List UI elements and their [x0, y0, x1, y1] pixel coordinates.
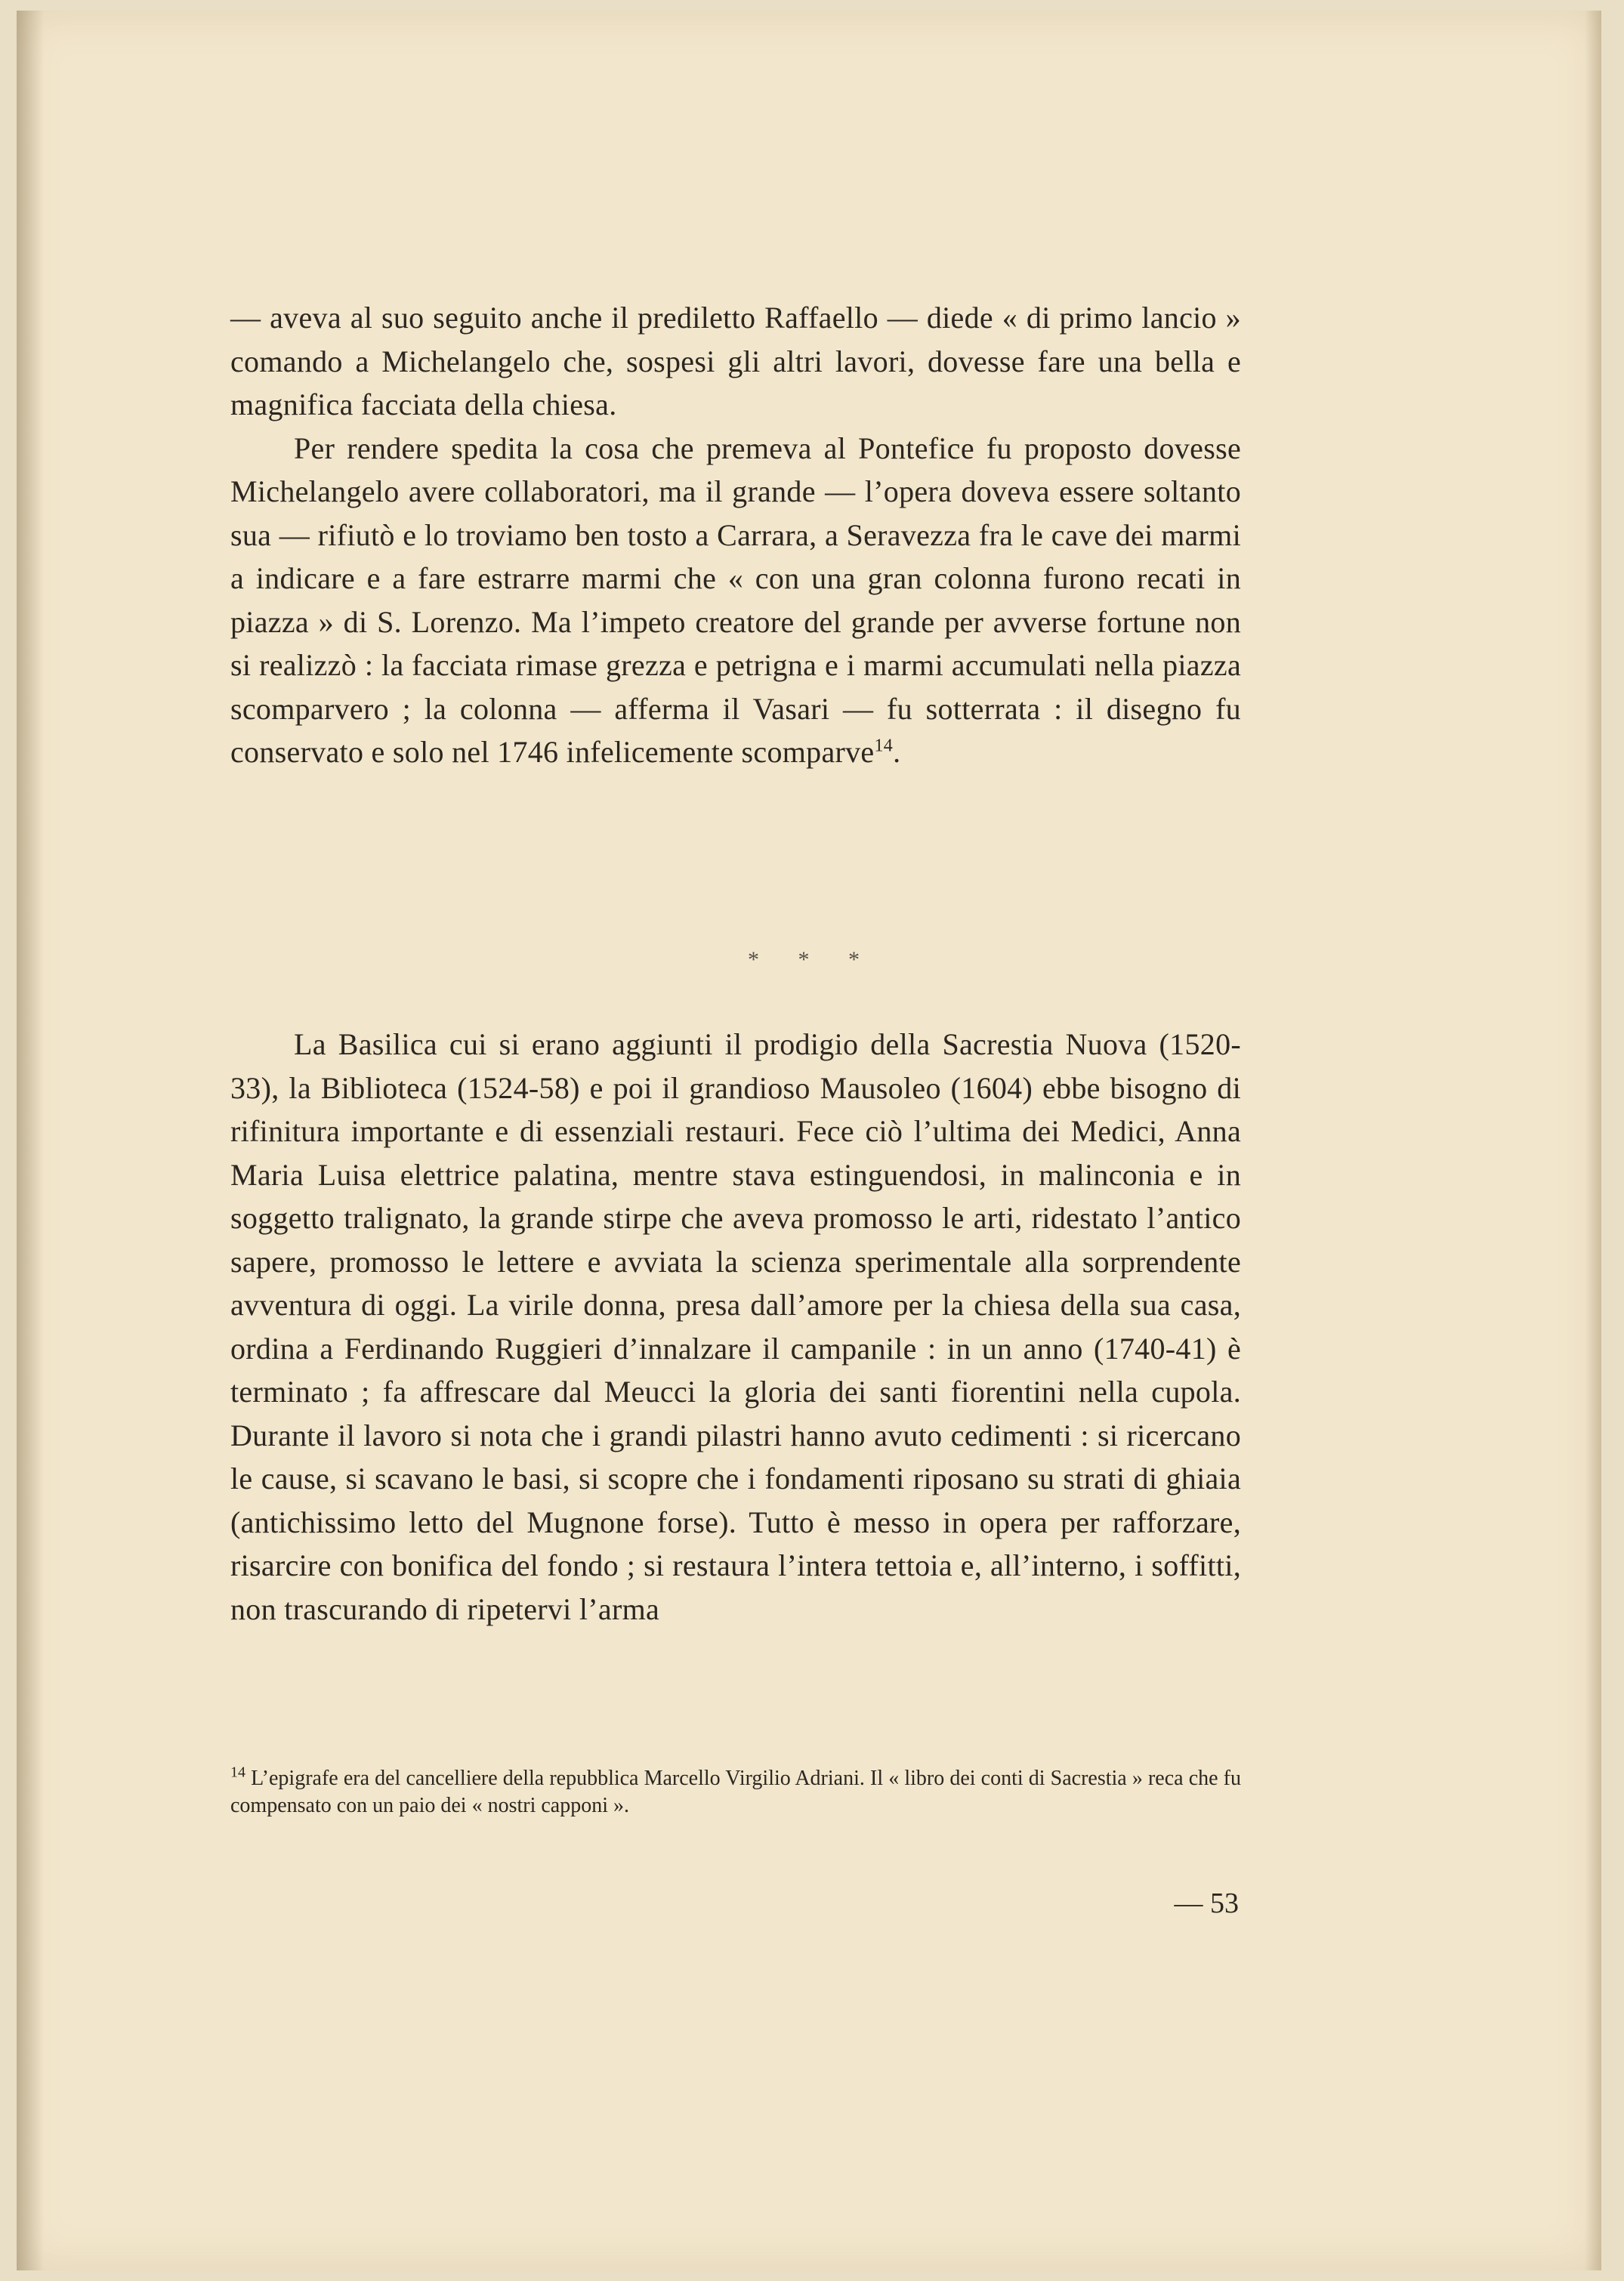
bottom-text-block: [230, 1023, 1241, 1631]
binding-shadow: [17, 11, 44, 2270]
footnote-number: 14: [230, 1764, 245, 1781]
paragraph-continuation: — aveva al suo seguito anche il prediletto Raffaello — diede « di primo lancio » comando a Michelangelo che, sospesi gli altri lavori, dovesse fare una bella e magnifica facciata della chiesa.: [230, 301, 1241, 421]
page-number: — 53: [1174, 1887, 1239, 1919]
section-break: * * *: [748, 947, 876, 972]
paragraph-basilica: La Basilica cui si erano aggiunti il prodigio della Sacrestia Nuova (1520-33), la Biblioteca (1524-58) e poi il grandioso Mausoleo (1604) ebbe bisogno di rifinitura importante e di essenziali restauri. Fece ciò l’ultima dei Medici, Anna Maria Luisa elettrice palatina, mentre stava estinguendosi, in malinconia e in soggetto tralignato, la grande stirpe che aveva promosso le arti, ridestato l’antico sapere, promosso le lettere e avviata la scienza sperimentale alla sorprendente avventura di oggi. La virile donna, presa dall’amore per la chiesa della sua casa, ordina a Ferdinando Ruggieri d’innalzare il campanile : in un anno (1740-41) è terminato ; fa affrescare dal Meucci la gloria dei santi fiorentini nella cupola. Durante il lavoro si nota che i grandi pilastri hanno avuto cedimenti : si ricercano le cause, si scavano le basi, si scopre che i fondamenti riposano su strati di ghiaia (antichissimo letto del Mugnone forse). Tutto è messo in opera per rafforzare, risarcire con bonifica del fondo ; si restaura l’intera tettoia e, all’interno, i soffitti, non trascurando di ripetervi l’arma: [230, 1027, 1241, 1626]
footnote: [230, 1765, 1241, 1820]
footnote-text: L’epigrafe era del cancelliere della repubblica Marcello Virgilio Adriani. Il « libro dei conti di Sacrestia » reca che fu compensato con un paio dei « nostri capponi ».: [230, 1767, 1242, 1817]
page-edge: [1585, 11, 1601, 2270]
top-text-block: [230, 296, 1241, 774]
paragraph-end-period: .: [893, 735, 901, 769]
footnote-reference: 14: [874, 736, 894, 756]
paragraph-michelangelo: [230, 427, 1241, 774]
paragraph-michelangelo-text: Per rendere spedita la cosa che premeva al Pontefice fu proposto dovesse Michelangelo avere collaboratori, ma il grande — l’opera doveva essere soltanto sua — rifiutò e lo troviamo ben tosto a Carrara, a Seravezza fra le cave dei marmi a indicare e a fare estrarre marmi che « con una gran colonna furono recati in piazza » di S. Lorenzo. Ma l’impeto creatore del grande per avverse fortune non si realizzò : la facciata rimase grezza e petrigna e i marmi accumulati nella piazza scomparvero ; la colonna — afferma il Vasari — fu sotterrata : il disegno fu conservato e solo nel 1746 infelicemente scomparve: [230, 431, 1241, 769]
